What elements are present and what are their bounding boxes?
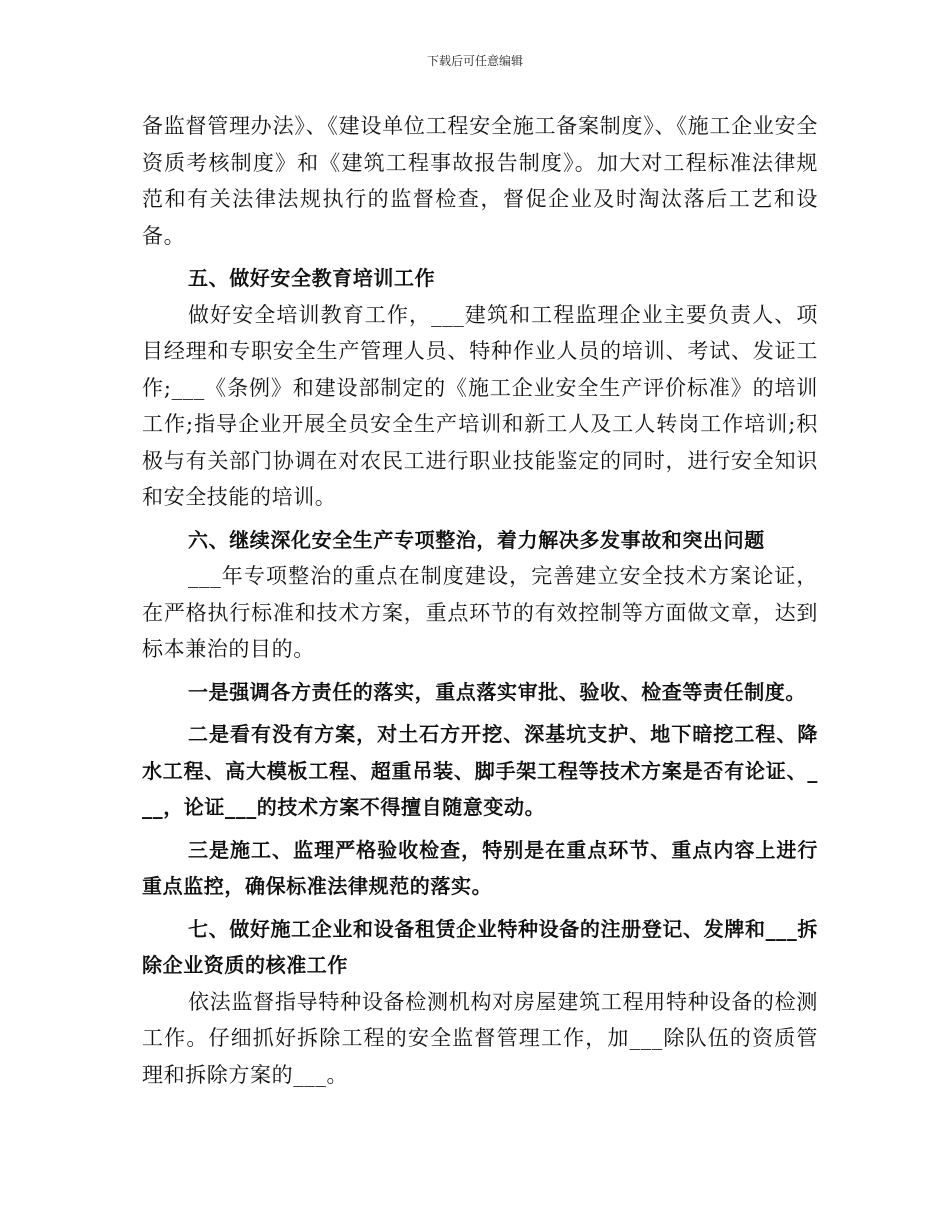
section-heading-6: 六、继续深化安全生产专项整治，着力解决多发事故和突出问题 (188, 527, 765, 552)
page-header: 下载后可任意编辑 (426, 54, 523, 68)
paragraph-training: 做好安全培训教育工作，___建筑和工程监理企业主要负责人、项目经理和专职安全生产管理人员、特种作业人员的培训、考试、发证工作;___《条例》和建设部制定的《施工企业安全生产评价标准》的培训工作;指导企业开展全员安全生产培训和新工人及工人转岗工作培训;积极与有关部门协调在对农民工进行职业技能鉴定的同时，进行安全知识和安全技能的培训。 (142, 302, 818, 509)
section-heading-5: 五、做好安全教育培训工作 (188, 266, 436, 290)
paragraph-equipment-inspection: 依法监督指导特种设备检测机构对房屋建筑工程用特种设备的检测工作。仔细抓好拆除工程的安全监督管理工作，加___除队伍的资质管理和拆除方案的___。 (142, 989, 818, 1087)
point-two: 二是看有没有方案，对土石方开挖、深基坑支护、地下暗挖工程、降水工程、高大模板工程、超重吊装、脚手架工程等技术方案是否有论证、___，论证___的技术方案不得擅自随意变动。 (142, 722, 818, 819)
section-heading-7: 七、做好施工企业和设备租赁企业特种设备的注册登记、发牌和___拆除企业资质的核准工作 (142, 916, 818, 977)
document-body (142, 108, 818, 1093)
point-three: 三是施工、监理严格验收检查，特别是在重点环节、重点内容上进行重点监控，确保标准法律规范的落实。 (142, 837, 818, 898)
point-one: 一是强调各方责任的落实，重点落实审批、验收、检查等责任制度。 (188, 679, 806, 704)
paragraph-continuation: 备监督管理办法》、《建设单位工程安全施工备案制度》、《施工企业安全资质考核制度》和《建筑工程事故报告制度》。加大对工程标准法律规范和有关法律法规执行的监督检查，督促企业及时淘汰落后工艺和设备。 (142, 114, 818, 248)
paragraph-special-rectification: ___年专项整治的重点在制度建设，完善建立安全技术方案论证，在严格执行标准和技术方案，重点环节的有效控制等方面做文章，达到标本兼治的目的。 (142, 564, 818, 661)
